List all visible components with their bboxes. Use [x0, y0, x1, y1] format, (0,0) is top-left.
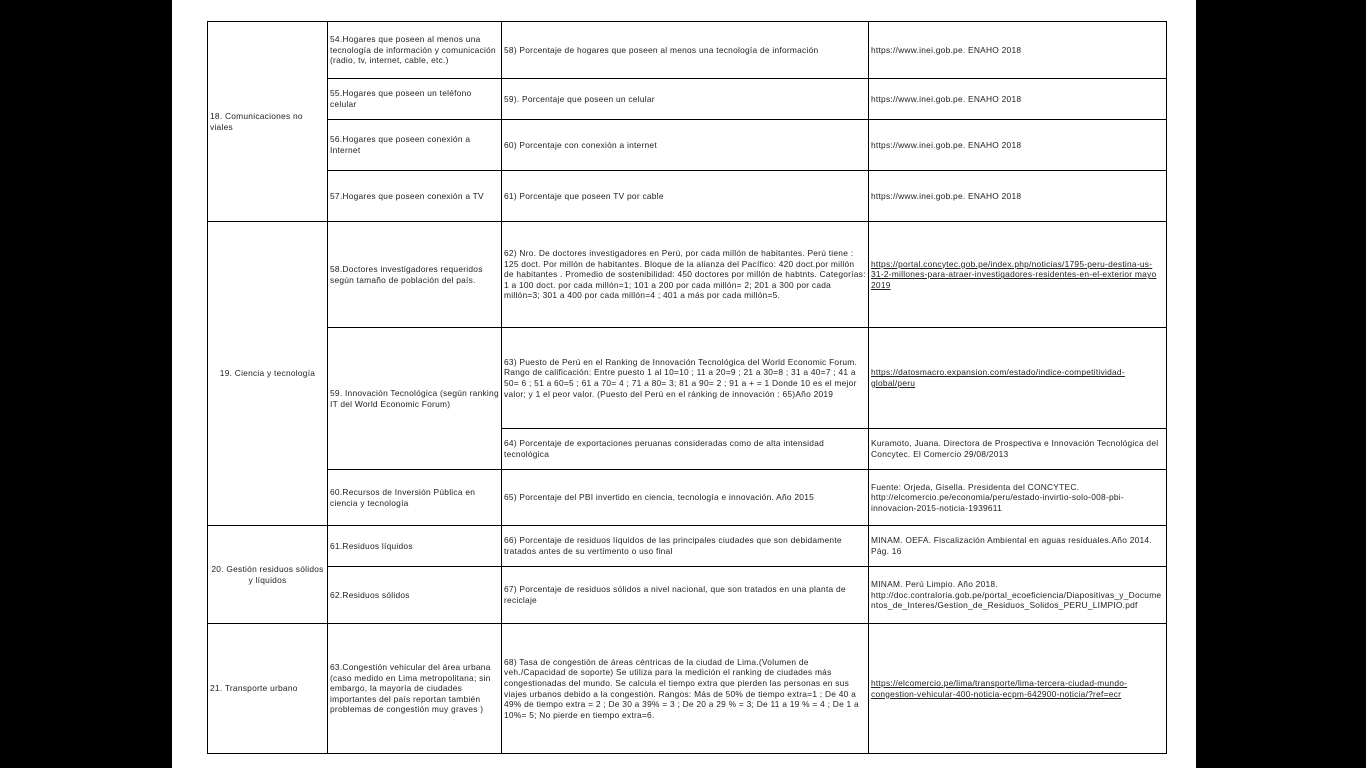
indicator-cell: 63.Congestión vehicular del área urbana (caso medido en Lima metropolitana; sin embargo, la mayoría de ciudades importantes del país reportan también problemas de congestión muy graves ): [328, 624, 502, 754]
table-row: [208, 526, 1167, 567]
source-link[interactable]: https://elcomercio.pe/lima/transporte/lima-tercera-ciudad-mundo-congestion-vehicular-400-noticia-ecpm-642900-noticia/?ref=ecr: [871, 677, 1128, 699]
indicator-cell: 60.Recursos de Inversión Pública en ciencia y tecnología: [328, 470, 502, 526]
source-cell: MINAM. Perú Limpio. Año 2018. http://doc.contraloria.gob.pe/portal_ecoeficiencia/Diapositivas_y_Documentos_de_Interes/Gestion_de_Residuos_Solidos_PERU_LIMPIO.pdf: [869, 567, 1167, 624]
measure-cell: 59). Porcentaje que poseen un celular: [502, 79, 869, 120]
indicator-cell: 57.Hogares que poseen conexión a TV: [328, 171, 502, 222]
table-row: [208, 79, 1167, 120]
table-row: [208, 22, 1167, 79]
category-cell: 20. Gestión residuos sólidos y líquidos: [208, 526, 328, 624]
indicator-cell: 54.Hogares que poseen al menos una tecnología de información y comunicación (radio, tv, internet, cable, etc.): [328, 22, 502, 79]
source-cell: Kuramoto, Juana. Directora de Prospectiva e Innovación Tecnológica del Concytec. El Comercio 29/08/2013: [869, 429, 1167, 470]
source-link[interactable]: https://portal.concytec.gob.pe/index.php/noticias/1795-peru-destina-us-31-2-millones-para-atraer-investigadores-residentes-en-el-exterior mayo 2019: [871, 258, 1157, 290]
measure-cell: 61) Porcentaje que poseen TV por cable: [502, 171, 869, 222]
category-cell: 21. Transporte urbano: [208, 624, 328, 754]
indicator-cell: 61.Residuos líquidos: [328, 526, 502, 567]
measure-cell: 65) Porcentaje del PBI invertido en ciencia, tecnología e innovación. Año 2015: [502, 470, 869, 526]
source-link[interactable]: https://www.inei.gob.pe. ENAHO 2018: [869, 120, 1167, 171]
category-cell: 19. Ciencia y tecnología: [208, 222, 328, 526]
indicator-cell: 59. Innovación Tecnológica (según ranking IT del World Economic Forum): [328, 328, 502, 470]
table-row: [208, 624, 1167, 754]
source-cell: MINAM. OEFA. Fiscalización Ambiental en aguas residuales.Año 2014. Pág. 16: [869, 526, 1167, 567]
measure-cell: 62) Nro. De doctores investigadores en Perú, por cada millón de habitantes. Perú tiene : 125 doct. Por millón de habitantes. Bloque de la alianza del Pacífico: 420 doct.por millón de habitantes . Promedio de sostenibilidad: 450 doctores por millón de habtnts. Categorías: 1 a 100 doct. por cada millón=1; 101 a 200 por cada millón= 2; 201 a 300 por cada millón=3; 301 a 400 por cada millón=4 ; 401 a más por cada millón=5.: [502, 222, 869, 328]
table-row: [208, 171, 1167, 222]
measure-cell: 63) Puesto de Perú en el Ranking de Innovación Tecnológica del World Economic Forum. Rango de calificación: Entre puesto 1 al 10=10 ; 11 a 20=9 ; 21 a 30=8 ; 31 a 40=7 ; 41 a 50= 6 ; 51 a 60=5 ; 61 a 70= 4 ; 71 a 80= 3; 81 a 90= 2 ; 91 a + = 1 Donde 10 es el mejor valor; y 1 el peor valor. (Puesto del Perú en el ránking de innovación : 65)Año 2019: [502, 328, 869, 429]
table-row: [208, 120, 1167, 171]
table-row: [208, 222, 1167, 328]
measure-cell: 68) Tasa de congestión de áreas céntricas de la ciudad de Lima.(Volumen de veh./Capacidad de soporte) Se utiliza para la medición el ranking de ciudades más congestionadas del mundo. Se calcula el tiempo extra que pierden las personas en sus viajes urbanos debido a la congestión. Rangos: Más de 50% de tiempo extra=1 ; De 40 a 49% de tiempo extra = 2 ; De 30 a 39% = 3 ; De 20 a 29 % = 3; De 11 a 19 % = 4 ; De 1 a 10%= 5; No pierde en tiempo extra=6.: [502, 624, 869, 754]
indicator-cell: 58.Doctores investigadores requeridos según tamaño de población del país.: [328, 222, 502, 328]
indicators-table: [207, 21, 1167, 754]
table-row: [208, 567, 1167, 624]
indicator-cell: 56.Hogares que poseen conexión a Internet: [328, 120, 502, 171]
category-cell: 18. Comunicaciones no viales: [208, 22, 328, 222]
measure-cell: 66) Porcentaje de residuos líquidos de las principales ciudades que son debidamente tratados antes de su vertimento o uso final: [502, 526, 869, 567]
indicator-cell: 55.Hogares que poseen un teléfono celular: [328, 79, 502, 120]
source-link[interactable]: https://datosmacro.expansion.com/estado/indice-competitividad-global/peru: [871, 367, 1125, 388]
measure-cell: 67) Porcentaje de residuos sólidos a nivel nacional, que son tratados en una planta de reciclaje: [502, 567, 869, 624]
table-row: [208, 328, 1167, 429]
indicator-cell: 62.Residuos sólidos: [328, 567, 502, 624]
source-cell: Fuente: Orjeda, Gisella. Presidenta del CONCYTEC. http://elcomercio.pe/economia/peru/estado-invirtio-solo-008-pbi-innovacion-2015-noticia-1939611: [869, 470, 1167, 526]
document-page: [172, 0, 1196, 768]
measure-cell: 58) Porcentaje de hogares que poseen al menos una tecnología de información: [502, 22, 869, 79]
source-link[interactable]: https://www.inei.gob.pe. ENAHO 2018: [869, 171, 1167, 222]
source-link[interactable]: https://www.inei.gob.pe. ENAHO 2018: [869, 22, 1167, 79]
measure-cell: 60) Porcentaje con conexión a internet: [502, 120, 869, 171]
source-link[interactable]: https://www.inei.gob.pe. ENAHO 2018: [869, 79, 1167, 120]
measure-cell: 64) Porcentaje de exportaciones peruanas consideradas como de alta intensidad tecnológica: [502, 429, 869, 470]
table-row: [208, 470, 1167, 526]
